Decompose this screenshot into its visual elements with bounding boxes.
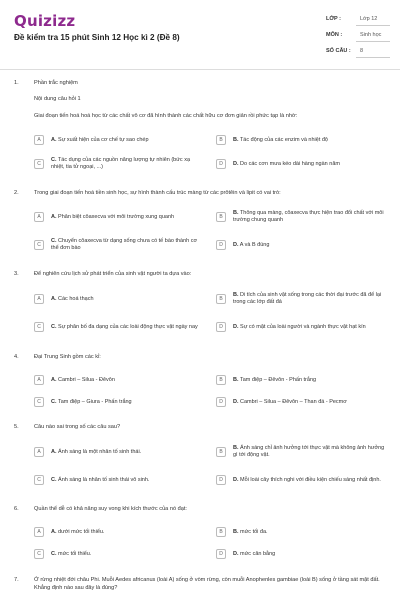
option-d[interactable] (216, 393, 386, 411)
question-number: 4. (14, 354, 19, 360)
option-c[interactable] (34, 471, 204, 489)
brand-logo: Quizizz (14, 12, 76, 30)
option-letter: A. (51, 295, 57, 302)
option-text: Ánh sáng chỉ ảnh hưởng tới thực vật mà không ảnh hưởng gì tới động vật. (233, 445, 385, 458)
option-marker: D (216, 240, 226, 250)
question-text: Câu nào sai trong số các câu sau? (34, 424, 121, 430)
question-subtitle: Nội dung câu hỏi 1 (34, 96, 81, 102)
option-marker: D (216, 475, 226, 485)
option-letter: D. (233, 476, 239, 483)
option-letter: C. (51, 550, 57, 557)
option-text: Sự xuất hiện của cơ chế tự sao chép (58, 136, 149, 143)
question-number: 7. (14, 577, 19, 583)
question-text: Ở rừng nhiệt đới châu Phi. Muỗi Aedes africanus (loài A) sống ở vòm rừng, còn muỗi Anophenles gambiae (loài B) sống ở tầng sát mặt đất. Khẳng định nào sau đây là đúng? (34, 577, 380, 591)
option-letter: B. (233, 445, 239, 452)
option-letter: B. (233, 376, 239, 383)
option-text: Cambri – Silua - Đêvôn (58, 376, 115, 383)
option-text: Sự phân bố đa dạng của các loài động thực vật ngày nay (58, 323, 198, 330)
option-letter: C. (51, 323, 57, 330)
option-b[interactable] (216, 208, 386, 226)
option-marker: A (34, 135, 44, 145)
option-a[interactable] (34, 208, 204, 226)
option-marker: B (216, 135, 226, 145)
option-a[interactable] (34, 523, 204, 541)
option-text: Thông qua màng, côaxecva thực hiện trao đổi chất với môi trường chung quanh (233, 210, 384, 223)
option-d[interactable] (216, 545, 386, 563)
option-marker: C (34, 475, 44, 485)
option-marker: C (34, 549, 44, 559)
option-b[interactable] (216, 523, 386, 541)
question-text: Để nghiên cứu lịch sử phát triển của sinh vật người ta dựa vào: (34, 271, 192, 277)
option-text: Mỗi loài cây thích nghi với điều kiện chiếu sáng nhất định. (240, 476, 381, 483)
subject-value: Sinh học (360, 32, 382, 38)
option-c[interactable] (34, 545, 204, 563)
option-c[interactable] (34, 318, 204, 336)
option-text: Các hoá thạch (58, 295, 94, 302)
option-text: Tác động của các enzim và nhiệt độ (239, 136, 328, 143)
option-marker: C (34, 322, 44, 332)
option-letter: B. (233, 210, 239, 217)
option-b[interactable] (216, 290, 386, 308)
option-marker: D (216, 159, 226, 169)
count-value: 8 (360, 48, 364, 54)
option-d[interactable] (216, 236, 386, 254)
option-letter: C. (51, 476, 57, 483)
option-b[interactable] (216, 443, 386, 461)
subject-label: MÔN : (326, 32, 343, 38)
class-underline (356, 25, 390, 26)
option-letter: D. (233, 160, 239, 167)
question-number: 5. (14, 424, 19, 430)
option-letter: C. (51, 157, 57, 164)
option-marker: A (34, 294, 44, 304)
option-marker: A (34, 527, 44, 537)
option-marker: C (34, 397, 44, 407)
option-text: Di tích của sinh vật sống trong các thời đại trước đã để lại trong các lớp đất đá (233, 292, 382, 305)
option-marker: B (216, 212, 226, 222)
option-text: Phân biệt côaxecva với môi trường xung quanh (58, 213, 175, 220)
option-a[interactable] (34, 290, 204, 308)
option-letter: A. (51, 213, 57, 220)
option-text: Chuyển côaxecva từ dạng sống chưa có tế bào thành cơ thể đơn bào (51, 238, 198, 251)
option-letter: D. (233, 550, 239, 557)
option-marker: C (34, 240, 44, 250)
option-c[interactable] (34, 393, 204, 411)
header-divider (0, 69, 400, 70)
question-number: 1. (14, 80, 19, 86)
option-letter: A. (51, 376, 57, 383)
option-text: A và B đúng (239, 241, 270, 248)
count-label: SỐ CÂU : (326, 48, 351, 54)
option-letter: D. (233, 323, 239, 330)
question-text: Trong giai đoạn tiến hoá tiền sinh học, sự hình thành cấu trúc màng từ các prôtêin và lipit có vai trò: (34, 190, 281, 196)
option-c[interactable] (34, 236, 204, 254)
option-marker: A (34, 375, 44, 385)
option-a[interactable] (34, 131, 204, 149)
option-text: mức cân bằng (240, 550, 276, 557)
option-marker: A (34, 212, 44, 222)
option-marker: C (34, 159, 44, 169)
option-text: Sự có mặt của loài người và ngành thực vật hạt kín (240, 323, 366, 330)
option-letter: B. (233, 292, 239, 299)
question-text: Giai đoạn tiến hoá hoá học từ các chất vô cơ đã hình thành các chất hữu cơ đơn giản rồi phức tạp là nhờ: (34, 113, 298, 119)
question-number: 2. (14, 190, 19, 196)
option-d[interactable] (216, 155, 386, 173)
option-marker: D (216, 322, 226, 332)
option-text: mức tối thiểu. (58, 550, 92, 557)
option-d[interactable] (216, 471, 386, 489)
page-header (0, 0, 400, 70)
class-value: Lớp 12 (360, 16, 378, 22)
option-d[interactable] (216, 318, 386, 336)
question-text: Đại Trung Sinh gồm các kỉ: (34, 354, 101, 360)
option-b[interactable] (216, 131, 386, 149)
question-section-title: Phần trắc nghiệm (34, 80, 78, 86)
option-text: Ánh sáng là một nhân tố sinh thái. (58, 448, 142, 455)
question-number: 3. (14, 271, 19, 277)
option-letter: B. (233, 136, 239, 143)
count-underline (356, 57, 390, 58)
option-text: Tam điệp – Đêvôn - Phấn trắng (239, 376, 317, 383)
page-title: Đề kiểm tra 15 phút Sinh 12 Học kì 2 (Đề 8) (14, 33, 180, 42)
option-b[interactable] (216, 371, 386, 389)
option-marker: B (216, 294, 226, 304)
option-marker: B (216, 527, 226, 537)
option-letter: C. (51, 238, 57, 245)
class-label: LỚP : (326, 16, 341, 22)
option-a[interactable] (34, 371, 204, 389)
option-text: Ánh sáng là nhân tố sinh thái vô sinh. (58, 476, 150, 483)
option-marker: A (34, 447, 44, 457)
option-letter: A. (51, 136, 57, 143)
option-a[interactable] (34, 443, 204, 461)
option-marker: D (216, 549, 226, 559)
question-text: Quần thể dễ có khả năng suy vong khi kích thước của nó đạt: (34, 506, 187, 512)
question-number: 6. (14, 506, 19, 512)
option-marker: B (216, 375, 226, 385)
option-letter: D. (233, 398, 239, 405)
option-text: mức tối đa. (240, 528, 268, 535)
option-text: Tam điệp – Giura - Phấn trắng (57, 398, 132, 405)
option-letter: B. (233, 528, 239, 535)
option-letter: C. (51, 398, 57, 405)
option-letter: A. (51, 528, 57, 535)
option-text: Tác dụng của các nguồn năng lượng tự nhiên (bức xạ nhiệt, tia tử ngoại, ...) (51, 157, 191, 170)
option-letter: D. (233, 241, 239, 248)
option-text: Cambri – Silua – Đêvôn – Than đá - Pecmơ (240, 398, 347, 405)
option-text: dưới mức tối thiểu. (58, 528, 105, 535)
option-letter: A. (51, 448, 57, 455)
option-text: Do các cơn mưa kéo dài hàng ngàn năm (240, 160, 340, 167)
option-marker: D (216, 397, 226, 407)
option-marker: B (216, 447, 226, 457)
option-c[interactable] (34, 155, 204, 173)
subject-underline (356, 41, 390, 42)
